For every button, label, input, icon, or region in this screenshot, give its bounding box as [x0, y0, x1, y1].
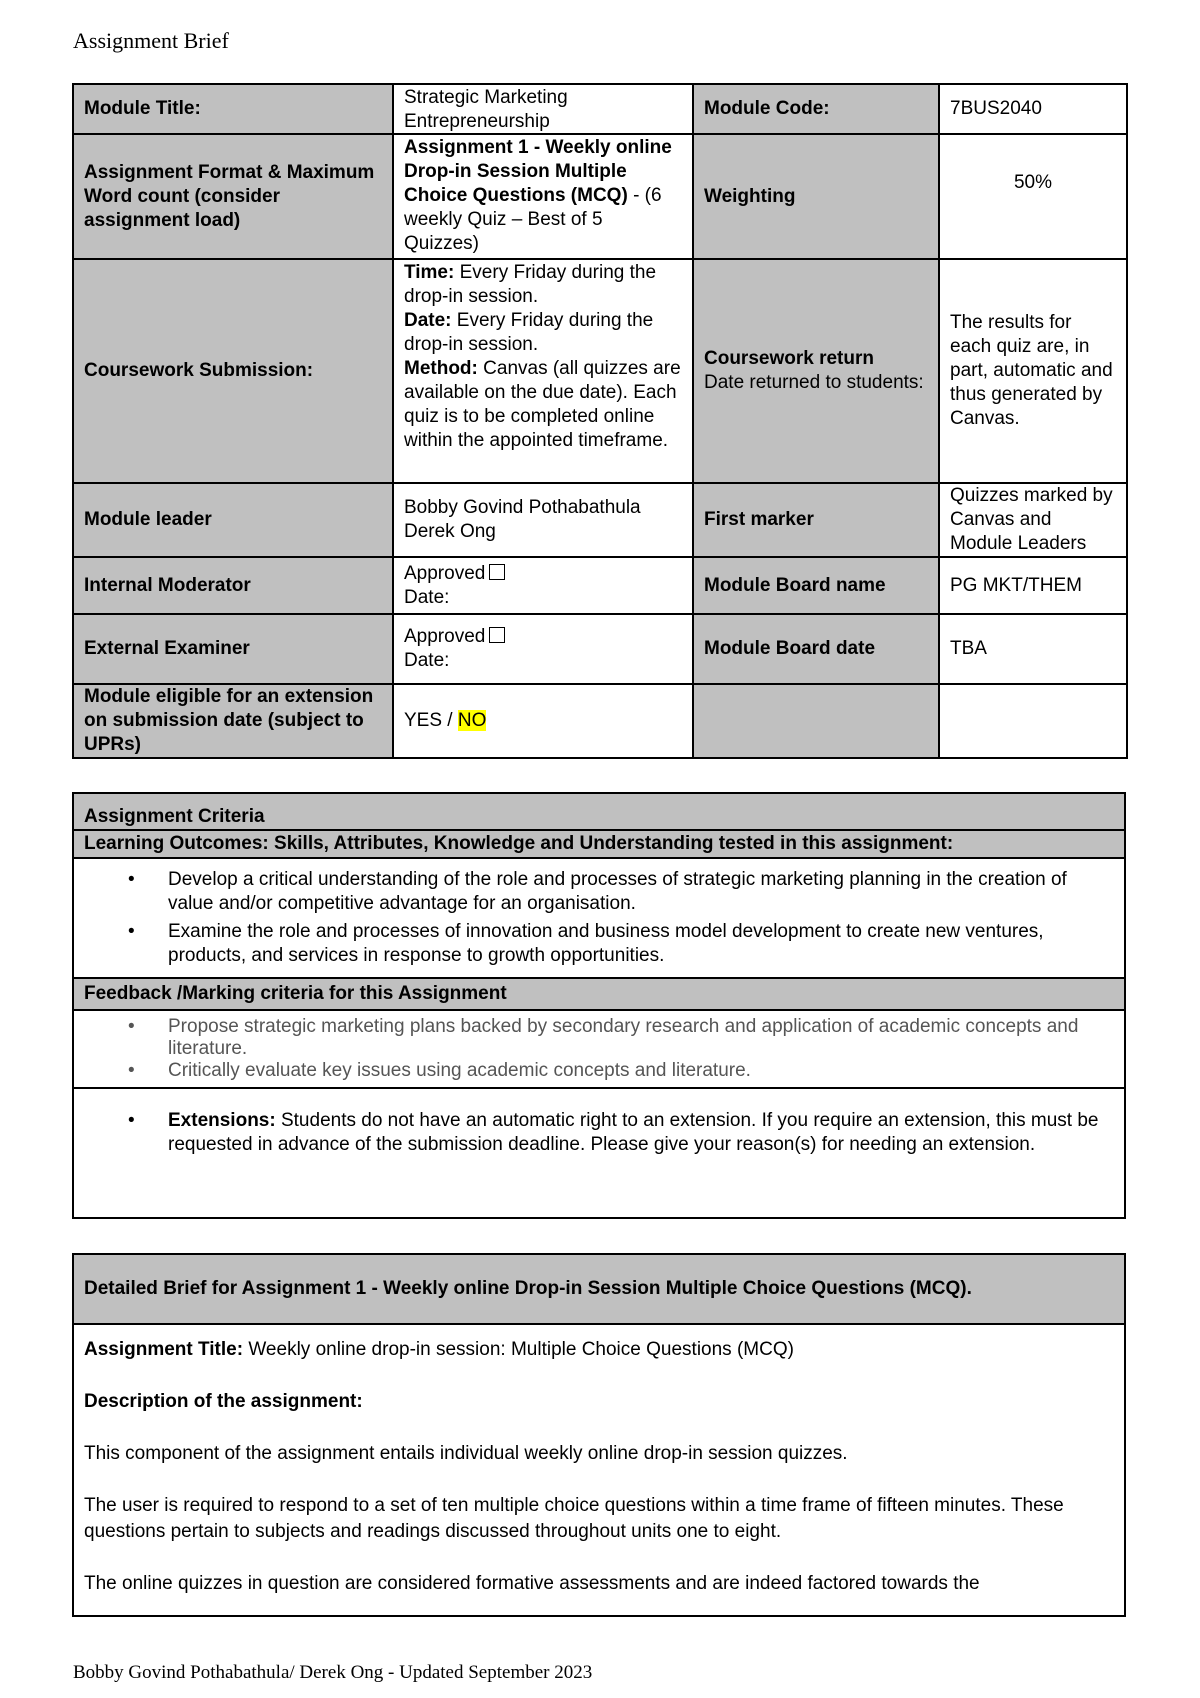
first-marker-label: First marker [693, 483, 939, 557]
module-code-value: 7BUS2040 [939, 84, 1127, 134]
extension-eligibility-label: Module eligible for an extension on submission date (subject to UPRs) [73, 684, 393, 758]
module-title-value: Strategic Marketing Entrepreneurship [393, 84, 693, 134]
learning-outcome-item: • Examine the role and processes of innovation and business model development to create new ventures, products, and services in response to growth opportunities. [168, 920, 1114, 968]
empty-cell [939, 684, 1127, 758]
internal-moderator-label: Internal Moderator [73, 557, 393, 614]
assignment-format-rest: - (6 weekly Quiz – Best of 5 Quizzes) [404, 185, 662, 254]
detailed-brief-body [73, 1324, 1125, 1616]
learning-outcomes-list [73, 858, 1125, 978]
module-leader-label: Module leader [73, 483, 393, 557]
assignment-criteria-heading: Assignment Criteria [73, 793, 1125, 830]
extensions-section [73, 1088, 1125, 1218]
weighting-value: 50% [939, 134, 1127, 259]
extensions-item: • Extensions: Students do not have an automatic right to an extension. If you require an extension, this must be requested in advance of the submission deadline. Please give your reason(s) for needing an extension. [168, 1109, 1114, 1157]
page-header: Assignment Brief [73, 28, 229, 53]
learning-outcomes-heading: Learning Outcomes: Skills, Attributes, Knowledge and Understanding tested in this assignment: [73, 830, 1125, 858]
assignment-format-label: Assignment Format & Maximum Word count (consider assignment load) [73, 134, 393, 259]
empty-grey-cell [693, 684, 939, 758]
module-board-name-value: PG MKT/THEM [939, 557, 1127, 614]
learning-outcome-item: • Develop a critical understanding of the role and processes of strategic marketing planning in the creation of value and/or competitive advantage for an organisation. [168, 868, 1114, 916]
external-approved-checkbox[interactable] [489, 627, 505, 643]
description-paragraph-3: The online quizzes in question are considered formative assessments and are indeed factored towards the [84, 1573, 980, 1594]
detailed-brief-heading: Detailed Brief for Assignment 1 - Weekly online Drop-in Session Multiple Choice Questions (MCQ). [73, 1254, 1125, 1324]
coursework-return-label: Coursework return Date returned to students: [693, 259, 939, 483]
module-title-label: Module Title: [73, 84, 393, 134]
description-paragraph-2: The user is required to respond to a set of ten multiple choice questions within a time frame of fifteen minutes. These questions pertain to subjects and readings discussed throughout units one to eight. [84, 1495, 1064, 1542]
page-footer: Bobby Govind Pothabathula/ Derek Ong - Updated September 2023 [73, 1662, 593, 1683]
module-info-table [72, 83, 1128, 759]
module-code-label: Module Code: [693, 84, 939, 134]
coursework-return-value: The results for each quiz are, in part, automatic and thus generated by Canvas. [939, 259, 1127, 483]
assignment-criteria-table [72, 792, 1126, 1219]
feedback-list [73, 1010, 1125, 1088]
feedback-item: • Critically evaluate key issues using academic concepts and literature. [168, 1060, 1114, 1082]
extension-eligibility-value: YES / NO [393, 684, 693, 758]
internal-approved-checkbox[interactable] [489, 564, 505, 580]
coursework-submission-value: Time: Every Friday during the drop-in session. Date: Every Friday during the drop-in session. Method: Canvas (all quizzes are available on the due date). Each quiz is to be completed online within the appointed timeframe. [393, 259, 693, 483]
assignment-format-value [393, 134, 693, 259]
assignment-title-line: Assignment Title: Weekly online drop-in session: Multiple Choice Questions (MCQ) [84, 1339, 794, 1360]
module-leader-value: Bobby Govind Pothabathula Derek Ong [393, 483, 693, 557]
detailed-brief-table [72, 1253, 1126, 1617]
coursework-submission-label: Coursework Submission: [73, 259, 393, 483]
weighting-label: Weighting [693, 134, 939, 259]
description-paragraph-1: This component of the assignment entails individual weekly online drop-in session quizzes. [84, 1443, 848, 1464]
no-highlight: NO [457, 710, 487, 731]
feedback-heading: Feedback /Marking criteria for this Assignment [73, 978, 1125, 1010]
module-board-date-label: Module Board date [693, 614, 939, 684]
description-heading: Description of the assignment: [84, 1391, 363, 1412]
module-board-date-value: TBA [939, 614, 1127, 684]
assignment-format-bold: Assignment 1 - Weekly online Drop-in Session Multiple Choice Questions (MCQ) [404, 137, 672, 206]
external-examiner-value: Approved Date: [393, 614, 693, 684]
internal-moderator-value: Approved Date: [393, 557, 693, 614]
first-marker-value: Quizzes marked by Canvas and Module Leaders [939, 483, 1127, 557]
feedback-item: • Propose strategic marketing plans backed by secondary research and application of academic concepts and literature. [168, 1016, 1114, 1060]
module-board-name-label: Module Board name [693, 557, 939, 614]
external-examiner-label: External Examiner [73, 614, 393, 684]
